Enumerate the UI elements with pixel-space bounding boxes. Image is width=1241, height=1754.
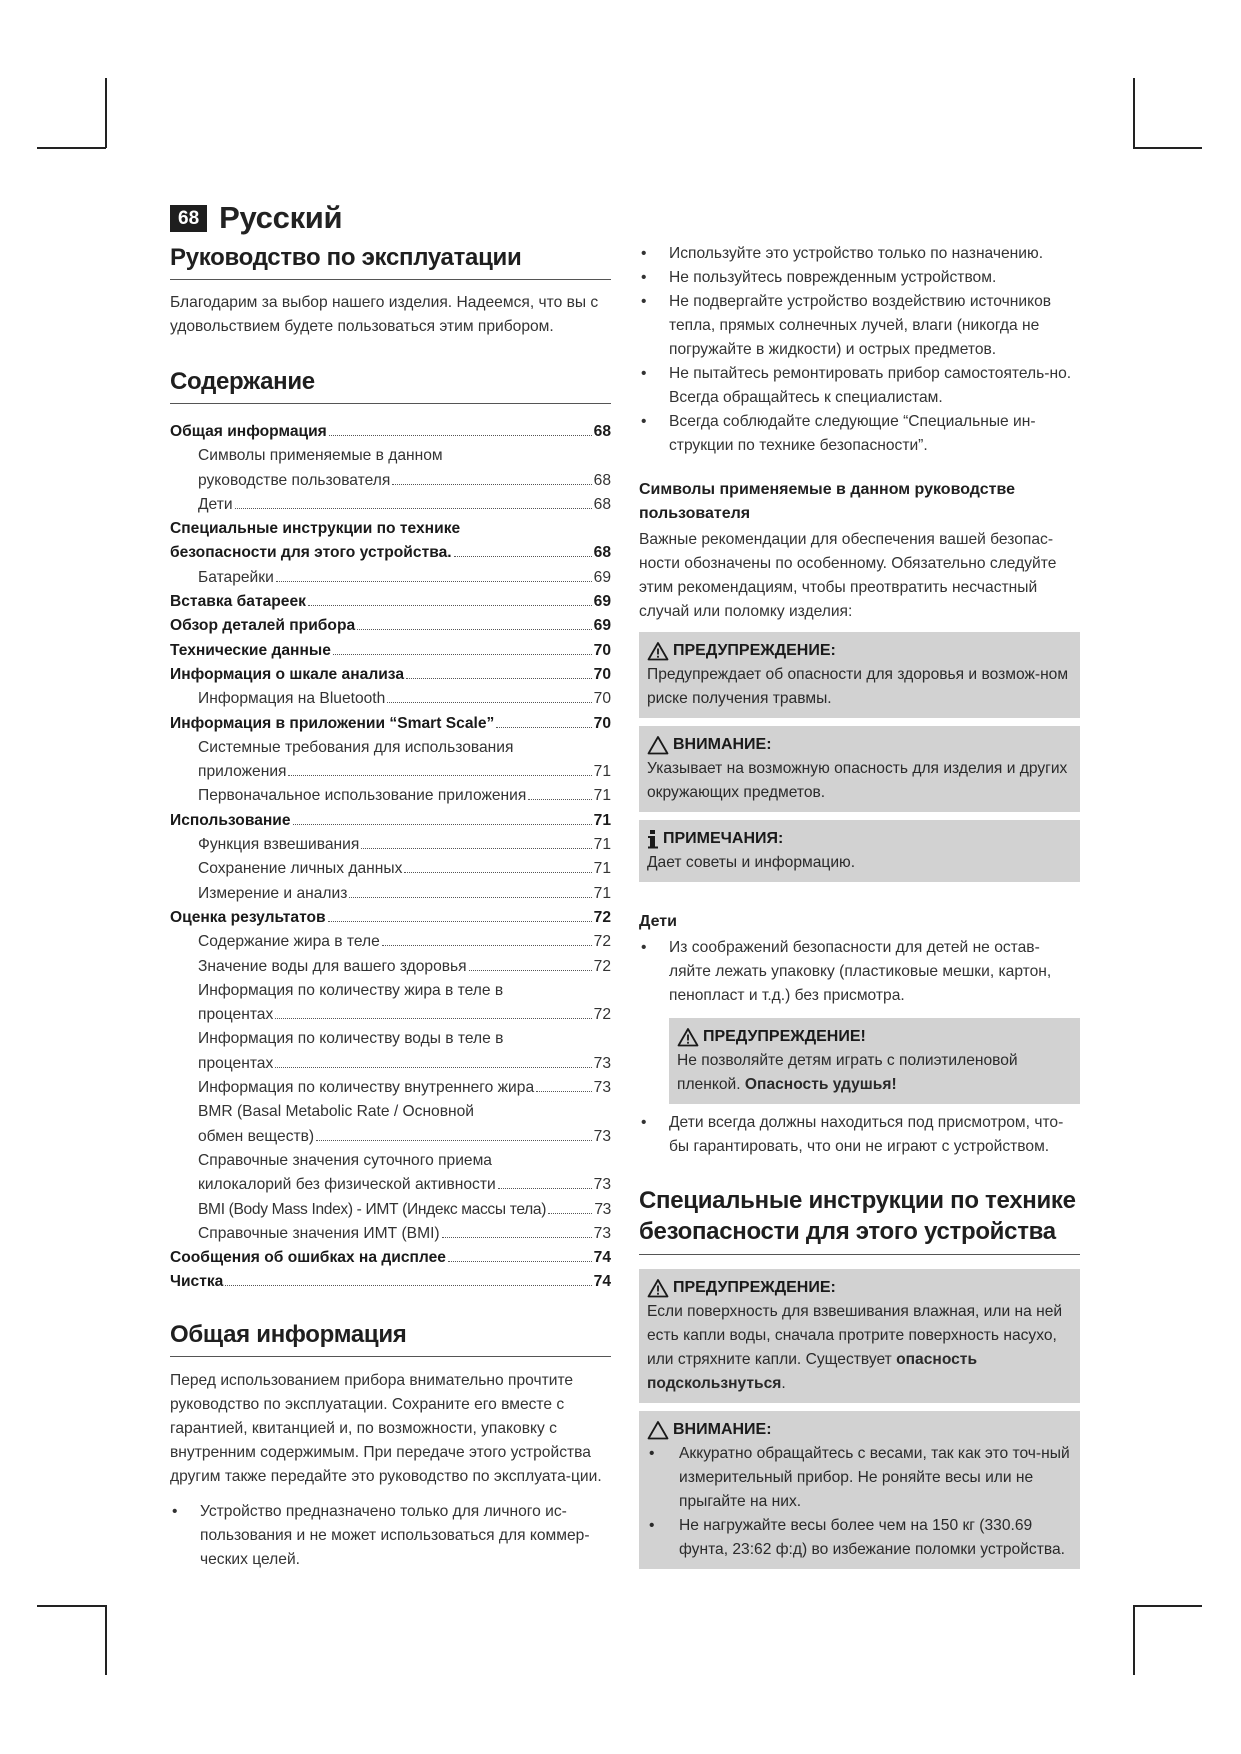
toc-entry-line[interactable]: Символы применяемые в данном — [198, 447, 443, 465]
toc-entry[interactable]: Информация по количеству внутреннего жира 73 — [198, 1079, 611, 1097]
warning-text: Предупреждает об опасности для здоровья и возмож-ном риске получения травмы. — [647, 666, 1069, 707]
crop-mark — [37, 147, 106, 149]
warning-box — [639, 1269, 1080, 1403]
caution-box — [639, 1411, 1080, 1569]
list-item: • Дети всегда должны находиться под присмотром, что-бы гарантировать, что они не играют с устройством. — [641, 1114, 1064, 1155]
warning-triangle-icon — [647, 1278, 669, 1298]
toc-entry[interactable]: обмен веществ) 73 — [198, 1127, 611, 1145]
toc-entry[interactable]: Измерение и анализ 71 — [198, 884, 611, 902]
toc-entry[interactable]: приложения 71 — [198, 763, 611, 781]
toc-entry[interactable]: Информация в приложении “Smart Scale” 70 — [170, 714, 611, 732]
toc-entry[interactable]: Значение воды для вашего здоровья 72 — [198, 957, 611, 975]
warning-box — [639, 632, 1080, 718]
list-item: • Не пользуйтесь поврежденным устройством. — [641, 269, 997, 286]
caution-triangle-icon — [647, 735, 669, 755]
toc-entry[interactable]: Информация о шкале анализа 70 — [170, 665, 611, 683]
crop-mark — [105, 78, 107, 148]
warning-title: ПРЕДУПРЕЖДЕНИЕ! — [703, 1028, 866, 1045]
warning-box — [669, 1018, 1080, 1104]
crop-mark — [1133, 147, 1202, 149]
contents-title: Содержание — [170, 368, 611, 404]
toc-entry[interactable]: Чистка 74 — [170, 1273, 611, 1291]
note-box — [639, 820, 1080, 882]
symbols-heading: Символы применяемые в данном руководстве пользователя — [639, 481, 1015, 522]
toc-entry[interactable]: Сохранение личных данных 71 — [198, 860, 611, 878]
danger-emphasis: опасность подскользнуться — [647, 1351, 978, 1392]
caution-title: ВНИМАНИЕ: — [673, 736, 772, 753]
caution-triangle-icon — [647, 1420, 669, 1440]
toc-entry-line[interactable]: Справочные значения суточного приема — [198, 1151, 492, 1169]
toc-entry-line[interactable]: Информация по количеству воды в теле в — [198, 1030, 504, 1048]
toc-entry[interactable]: Сообщения об ошибках на дисплее 74 — [170, 1249, 611, 1267]
toc-entry[interactable]: Функция взвешивания 71 — [198, 836, 611, 854]
left-column — [170, 244, 611, 1572]
list-item: • Из соображений безопасности для детей не остав-ляйте лежать упаковку (пластиковые мешки, картон, пенопласт и т.д.) без присмотра. — [641, 939, 1052, 1004]
table-of-contents — [170, 420, 611, 1295]
toc-entry[interactable]: процентах 73 — [198, 1054, 611, 1072]
usage-list — [639, 242, 1080, 458]
page-header — [170, 198, 342, 238]
toc-entry[interactable]: килокалорий без физической активности 73 — [198, 1176, 611, 1194]
manual-title: Руководство по эксплуатации — [170, 244, 611, 280]
children-list — [639, 936, 1080, 1008]
general-info-title: Общая информация — [170, 1321, 611, 1357]
toc-entry[interactable]: Дети 68 — [198, 495, 611, 513]
language-title: Русский — [219, 200, 343, 235]
symbols-text: Важные рекомендации для обеспечения вашей безопас-ности обозначены по особенному. Обязательно следуйте этим рекомендациям, чтобы преотвратить несчастный случай или поломку изделия: — [639, 531, 1057, 620]
toc-entry[interactable]: Справочные значения ИМТ (BMI) 73 — [198, 1224, 611, 1242]
list-item: • Не подвергайте устройство воздействию источников тепла, прямых солнечных лучей, влаги (никогда не погружайте в жидкости) и острых предметов. — [641, 293, 1052, 358]
crop-mark — [1133, 1605, 1202, 1607]
caution-box — [639, 726, 1080, 812]
warning-text: Если поверхность для взвешивания влажная, или на ней есть капли воды, сначала протрите поверхность насухо, или стряхните капли. Существует опасность подскользнуться. — [647, 1303, 1063, 1392]
crop-mark — [1133, 1605, 1135, 1675]
caution-title: ВНИМАНИЕ: — [673, 1421, 772, 1438]
info-icon — [647, 828, 659, 850]
toc-entry-line[interactable]: Специальные инструкции по технике — [170, 520, 461, 538]
toc-entry[interactable]: процентах 72 — [198, 1006, 611, 1024]
toc-entry-line[interactable]: BMR (Basal Metabolic Rate / Основной — [198, 1103, 475, 1121]
toc-entry[interactable]: Первоначальное использование приложения 71 — [198, 787, 611, 805]
toc-entry[interactable]: безопасности для этого устройства. 68 — [170, 544, 611, 562]
warning-title: ПРЕДУПРЕЖДЕНИЕ: — [673, 642, 836, 659]
list-item: • Всегда соблюдайте следующие “Специальные ин-струкции по технике безопасности”. — [641, 413, 1036, 454]
list-item: • Не нагружайте весы более чем на 150 кг (330.69 фунта, 23:62 ф:д) во избежание поломки устройства. — [649, 1517, 1065, 1558]
toc-entry[interactable]: Вставка батареек 69 — [170, 593, 611, 611]
general-info-list — [170, 1500, 611, 1572]
caution-list — [647, 1442, 1070, 1562]
note-title: ПРИМЕЧАНИЯ: — [663, 830, 784, 847]
warning-text: Не позволяйте детям играть с полиэтиленовой пленкой. Опасность удушья! — [677, 1052, 1018, 1093]
toc-entry[interactable]: BMI (Body Mass Index) - ИМТ (Индекс массы тела) 73 — [198, 1200, 611, 1218]
toc-entry[interactable]: Батарейки 69 — [198, 568, 611, 586]
toc-entry-line[interactable]: Системные требования для использования — [198, 738, 514, 756]
toc-entry[interactable]: Использование 71 — [170, 811, 611, 829]
danger-emphasis: Опасность удушья! — [744, 1076, 897, 1093]
special-instructions-title: Специальные инструкции по технике безопасности для этого устройства — [639, 1185, 1080, 1255]
list-item: • Не пытайтесь ремонтировать прибор самостоятель-но. Всегда обращайтесь к специалистам. — [641, 365, 1072, 406]
children-list — [639, 1111, 1080, 1159]
list-item: • Используйте это устройство только по назначению. — [641, 245, 1044, 262]
caution-text: Указывает на возможную опасность для изделия и других окружающих предметов. — [647, 760, 1068, 801]
list-item: • Аккуратно обращайтесь с весами, так как это точ-ный измерительный прибор. Не роняйте весы или не прыгайте на них. — [649, 1445, 1070, 1510]
children-heading: Дети — [639, 913, 677, 930]
warning-triangle-icon — [647, 641, 669, 661]
page-number: 68 — [170, 205, 207, 232]
intro-text: Благодарим за выбор нашего изделия. Надеемся, что вы с удовольствием будете пользоваться этим прибором. — [170, 294, 599, 335]
toc-entry[interactable]: Содержание жира в теле 72 — [198, 933, 611, 951]
toc-entry[interactable]: Технические данные 70 — [170, 641, 611, 659]
toc-entry[interactable]: Информация на Bluetooth 70 — [198, 690, 611, 708]
toc-entry[interactable]: Оценка результатов 72 — [170, 908, 611, 926]
warning-title: ПРЕДУПРЕЖДЕНИЕ: — [673, 1279, 836, 1296]
warning-triangle-icon — [677, 1027, 699, 1047]
toc-entry-line[interactable]: Информация по количеству жира в теле в — [198, 981, 504, 999]
crop-mark — [105, 1605, 107, 1675]
note-text: Дает советы и информацию. — [647, 854, 856, 871]
toc-entry[interactable]: Обзор деталей прибора 69 — [170, 617, 611, 635]
right-column — [639, 242, 1080, 1569]
list-item: • Устройство предназначено только для личного ис-пользования и не может использоваться для коммер-ческих целей. — [172, 1502, 590, 1568]
toc-entry[interactable]: Общая информация 68 — [170, 423, 611, 440]
general-info-text: Перед использованием прибора внимательно прочтите руководство по эксплуатации. Сохраните его вместе с гарантией, квитанцией и, по возможности, упаковку с внутренним содержимым. При передаче этого устройства другим также передайте это руководство по эксплуата-ции. — [170, 1371, 602, 1485]
toc-entry[interactable]: руководстве пользователя 68 — [198, 471, 611, 489]
crop-mark — [1133, 78, 1135, 148]
crop-mark — [37, 1605, 106, 1607]
